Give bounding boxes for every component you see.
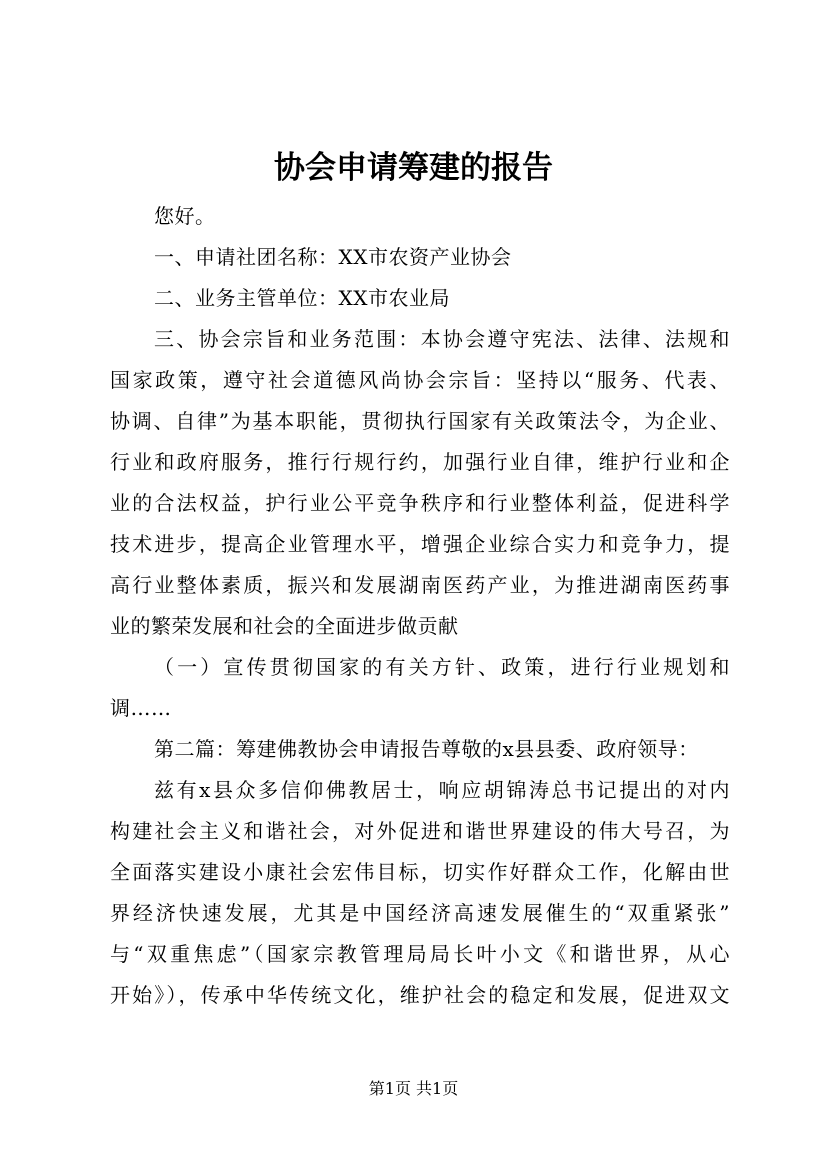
- document-title: 协会申请筹建的报告: [274, 150, 553, 186]
- paragraph-line: 二、业务主管单位：XX市农业局: [154, 286, 450, 310]
- paragraph-line: 行业和政府服务，推行行规行约，加强行业自律，维护行业和企: [110, 450, 730, 474]
- paragraph-line: （一）宣传贯彻国家的有关方针、政策，进行行业规划和: [154, 655, 730, 679]
- paragraph-line: 业的繁荣发展和社会的全面进步做贡献: [110, 614, 459, 638]
- paragraph-line: 技术进步，提高企业管理水平，增强企业综合实力和竞争力，提: [110, 532, 730, 556]
- document-body: [110, 196, 730, 1016]
- page-footer: 第1页 共1页: [368, 1079, 459, 1098]
- section-heading-line: 第二篇：筹建佛教协会申请报告尊敬的x县县委、政府领导：: [154, 737, 699, 761]
- paragraph-line: 调……: [110, 696, 172, 720]
- paragraph-line: 三、协会宗旨和业务范围：本协会遵守宪法、法律、法规和: [154, 327, 730, 351]
- paragraph-line: 开始》），传承中华传统文化，维护社会的稳定和发展，促进双文: [110, 983, 730, 1007]
- paragraph-line: 兹有x县众多信仰佛教居士，响应胡锦涛总书记提出的对内: [154, 778, 730, 802]
- paragraph-line: 界经济快速发展，尤其是中国经济高速发展催生的“双重紧张”: [110, 901, 730, 925]
- paragraph-line: 协调、自律”为基本职能，贯彻执行国家有关政策法令，为企业、: [110, 409, 730, 433]
- greeting-line: 您好。: [154, 204, 216, 228]
- paragraph-line: 业的合法权益，护行业公平竞争秩序和行业整体利益，促进科学: [110, 491, 730, 515]
- paragraph-line: 一、申请社团名称：XX市农资产业协会: [154, 245, 512, 269]
- paragraph-line: 与“双重焦虑”（国家宗教管理局局长叶小文《和谐世界，从心: [110, 942, 730, 966]
- paragraph-line: 国家政策，遵守社会道德风尚协会宗旨：坚持以“服务、代表、: [110, 368, 730, 392]
- paragraph-line: 高行业整体素质，振兴和发展湖南医药产业，为推进湖南医药事: [110, 573, 730, 597]
- paragraph-line: 构建社会主义和谐社会，对外促进和谐世界建设的伟大号召，为: [110, 819, 730, 843]
- paragraph-line: 全面落实建设小康社会宏伟目标，切实作好群众工作，化解由世: [110, 860, 730, 884]
